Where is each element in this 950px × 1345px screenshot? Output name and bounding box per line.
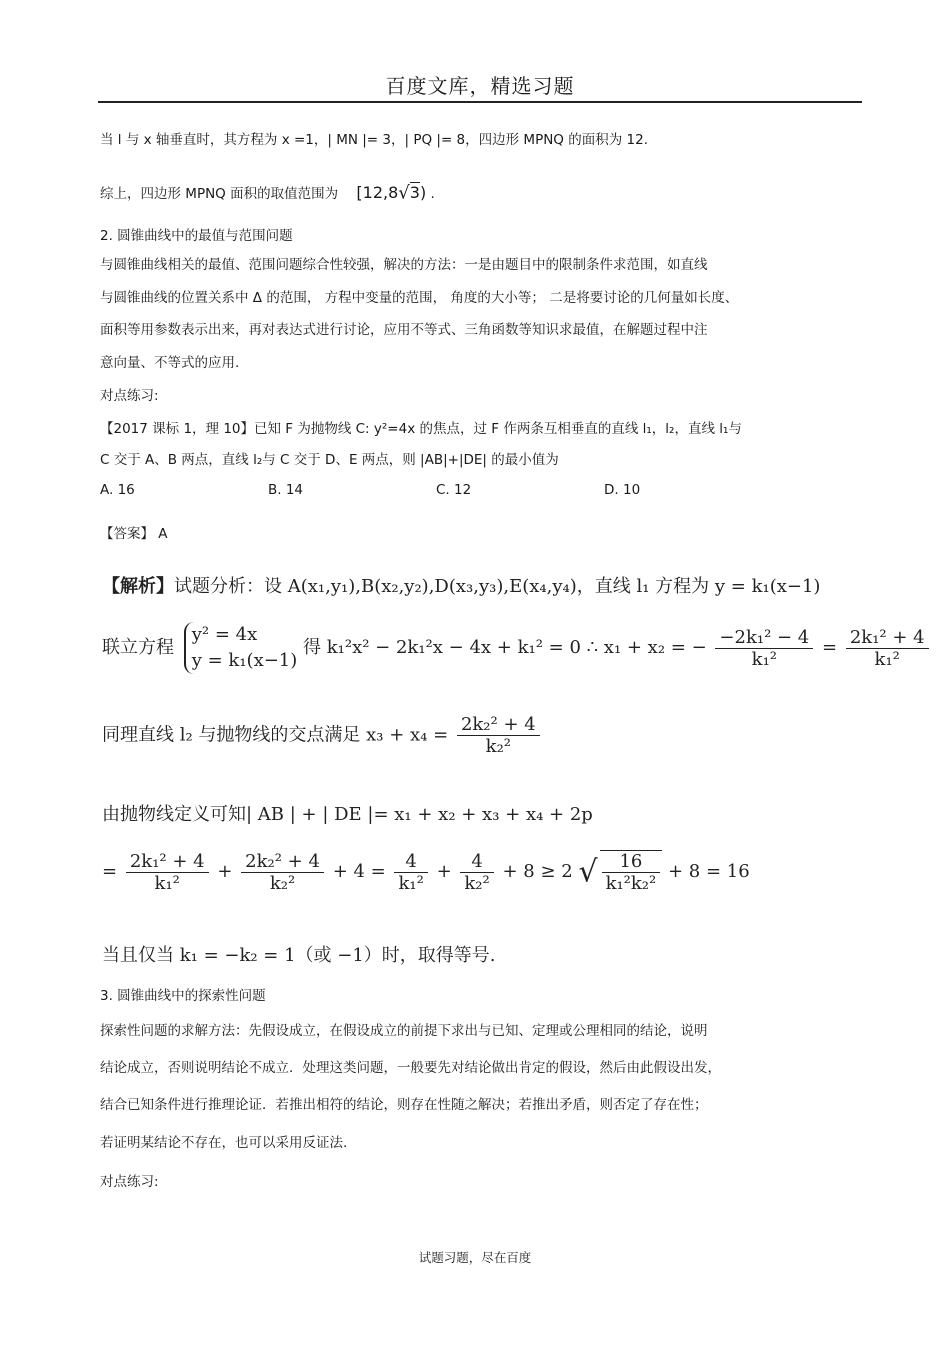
page-footer: 试题习题，尽在百度 xyxy=(418,1250,532,1265)
solution-line5: = $\frac{\text{2k₁² + 4}}{\text{k₁²}}$ + $\frac{\text{2k₂² + 4}}{\text{k₂²}}$ + 4 = $\frac{4}{\text{k₁²}}$ + $\frac{4}{\text{k₂²}}$ + 8 ≥ 2 √ $\frac{16}{\text{k₁²k₂²}}$ + 8 = 16 xyxy=(102,850,750,894)
fraction: $\frac{4}{\text{k₂²}}$ xyxy=(460,851,493,894)
solution-line3: 同理直线 l₂ 与抛物线的交点满足 x₃ + x₄ = $\frac{\text{2k₂² + 4}}{\text{k₂²}}$ xyxy=(102,714,543,757)
solution-line6: 当且仅当 k₁ = −k₂ = 1（或 −1）时，取得等号. xyxy=(102,945,496,966)
page-header-title: 百度文库，精选习题 xyxy=(385,74,575,98)
para1-line1: 当 l 与 x 轴垂直时，其方程为 x =1，| MN |= 3，| PQ |= 8，四边形 MPNQ 的面积为 12. xyxy=(100,132,648,148)
fraction: $\frac{\text{2k₂² + 4}}{\text{k₂²}}$ xyxy=(457,714,540,757)
option-b: B. 14 xyxy=(268,482,304,498)
fraction: $\frac{\text{2k₂² + 4}}{\text{k₂²}}$ xyxy=(241,851,324,894)
solution-line2: 联立方程 y² = 4x y = k₁(x−1) 得 k₁²x² − 2k₁²x − 4x + k₁² = 0 ∴ x₁ + x₂ = − $\frac{\text{−2k₁² − 4}}{\text{k₁²}}$ = $\frac{\text{2k₁² + 4}}{\text{k₁²}}$ xyxy=(102,622,932,674)
section3-line: 结合已知条件进行推理论证．若推出相符的结论，则存在性随之解决；若推出矛盾，则否定了存在性； xyxy=(100,1097,708,1113)
section2-heading: 2. 圆锥曲线中的最值与范围问题 xyxy=(100,228,293,244)
section3-line: 若证明某结论不存在，也可以采用反证法. xyxy=(100,1135,348,1151)
practice-label: 对点练习: xyxy=(100,388,159,404)
solution-line4: 由抛物线定义可知| AB | + | DE |= x₁ + x₂ + x₃ + x₄ + 2p xyxy=(102,804,593,825)
section2-line: 面积等用参数表示出来，再对表达式进行讨论，应用不等式、三角函数等知识求最值，在解题过程中注 xyxy=(100,322,708,338)
para1-line2-prefix: 综上，四边形 MPNQ 面积的取值范围为 xyxy=(100,186,339,202)
equation-system: y² = 4x y = k₁(x−1) xyxy=(184,622,298,674)
area-range: [12,8√3) xyxy=(356,182,427,204)
section3-heading: 3. 圆锥曲线中的探索性问题 xyxy=(100,988,266,1004)
para1-line2: 综上，四边形 MPNQ 面积的取值范围为 [12,8√3) . xyxy=(100,182,435,204)
option-d: D. 10 xyxy=(604,482,641,498)
option-c: C. 12 xyxy=(436,482,472,498)
sqrt-radicand: $\frac{16}{\text{k₁²k₂²}}$ xyxy=(600,850,663,894)
fraction: $\frac{4}{\text{k₁²}}$ xyxy=(394,851,427,894)
problem-line2: C 交于 A、B 两点，直线 l₂与 C 交于 D、E 两点，则 |AB|+|DE| 的最小值为 xyxy=(100,452,559,468)
section3-line: 探索性问题的求解方法：先假设成立，在假设成立的前提下求出与已知、定理或公理相同的结论，说明 xyxy=(100,1023,708,1039)
section2-line: 与圆锥曲线相关的最值、范围问题综合性较强，解决的方法：一是由题目中的限制条件求范围，如直线 xyxy=(100,257,708,273)
sqrt-sign: √ xyxy=(578,854,598,890)
fraction: $\frac{\text{−2k₁² − 4}}{\text{k₁²}}$ xyxy=(715,627,813,670)
practice-label: 对点练习: xyxy=(100,1174,159,1190)
section2-line: 与圆锥曲线的位置关系中 Δ 的范围， 方程中变量的范围， 角度的大小等； 二是将要讨论的几何量如长度、 xyxy=(100,290,739,306)
problem-line1: 【2017 课标 1，理 10】已知 F 为抛物线 C: y²=4x 的焦点，过 F 作两条互相垂直的直线 l₁，l₂，直线 l₁与 xyxy=(100,421,742,437)
header-divider xyxy=(98,101,862,103)
fraction: $\frac{\text{2k₁² + 4}}{\text{k₁²}}$ xyxy=(846,627,929,670)
option-a: A. 16 xyxy=(100,482,135,498)
section3-line: 结论成立，否则说明结论不成立．处理这类问题，一般要先对结论做出肯定的假设，然后由此假设出发， xyxy=(100,1060,721,1076)
section2-line: 意向量、不等式的应用. xyxy=(100,355,240,371)
solution-line1: 【解析】试题分析：设 A(x₁,y₁),B(x₂,y₂),D(x₃,y₃),E(x₄,y₄)，直线 l₁ 方程为 y = k₁(x−1) xyxy=(102,576,821,597)
fraction: $\frac{\text{2k₁² + 4}}{\text{k₁²}}$ xyxy=(126,851,209,894)
answer: 【答案】 A xyxy=(100,526,168,542)
